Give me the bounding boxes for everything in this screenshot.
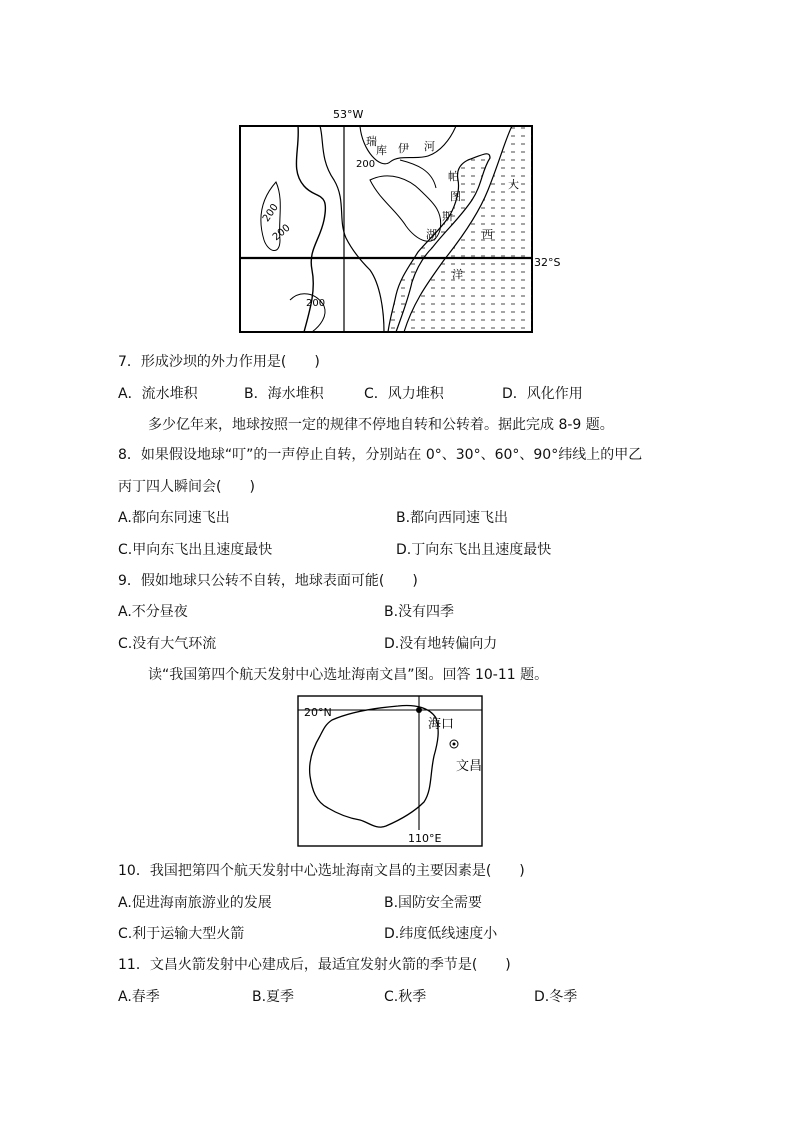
q10-option-b[interactable]: B.国防安全需要 [384,895,483,911]
haikou-label: 海口 [428,717,455,732]
longitude-label: 110°E [408,832,442,845]
q9-option-c[interactable]: C.没有大气环流 [118,636,217,652]
place-char: 西 [482,228,493,241]
longitude-label: 53°W [333,108,364,121]
q8-option-c[interactable]: C.甲向东飞出且速度最快 [118,542,273,558]
question-8-stem-line1: 8．如果假设地球“叮”的一声停止自转，分别站在 0°、30°、60°、90°纬线上的甲乙 [118,447,643,463]
place-char: 河 [424,140,435,153]
question-9-stem: 9．假如地球只公转不自转，地球表面可能( ) [118,573,418,589]
latitude-label: 20°N [304,706,332,719]
q9-option-a[interactable]: A.不分昼夜 [118,604,188,620]
q7-option-b[interactable]: B．海水堆积 [244,386,324,402]
lagoon-map [220,100,560,340]
intro-8-9: 多少亿年来，地球按照一定的规律不停地自转和公转着。据此完成 8-9 题。 [148,417,614,433]
place-char: 大 [508,178,519,191]
place-char: 帕 [448,170,459,183]
question-11-stem: 11．文昌火箭发射中心建成后，最适宜发射火箭的季节是( ) [118,957,511,973]
wenchang-label: 文昌 [456,759,483,774]
intro-10-11: 读“我国第四个航天发射中心选址海南文昌”图。回答 10-11 题。 [148,667,549,683]
place-char: 斯 [442,210,453,223]
q10-option-c[interactable]: C.利于运输大型火箭 [118,926,245,942]
q7-option-a[interactable]: A．流水堆积 [118,386,198,402]
q10-option-d[interactable]: D.纬度低线速度小 [384,926,498,942]
question-8-stem-line2: 丙丁四人瞬间会( ) [118,479,255,495]
q8-option-b[interactable]: B.都向西同速飞出 [396,510,509,526]
place-char: 洋 [452,268,463,281]
q11-option-c[interactable]: C.秋季 [384,989,427,1005]
place-char: 伊 [398,142,409,155]
place-char: 库 [376,144,387,157]
q10-option-a[interactable]: A.促进海南旅游业的发展 [118,895,272,911]
question-10-stem: 10．我国把第四个航天发射中心选址海南文昌的主要因素是( ) [118,863,525,879]
wenchang-marker-dot [453,743,456,746]
q11-option-d[interactable]: D.冬季 [534,989,578,1005]
q11-option-b[interactable]: B.夏季 [252,989,295,1005]
q7-option-d[interactable]: D．风化作用 [502,386,583,402]
place-char: 图 [450,190,461,203]
q9-option-b[interactable]: B.没有四季 [384,604,455,620]
question-7-stem: 7．形成沙坝的外力作用是( ) [118,354,320,370]
q7-option-c[interactable]: C．风力堆积 [364,386,444,402]
latitude-label: 32°S [534,256,560,269]
contour-label: 200 [270,222,293,244]
haikou-marker [416,707,422,713]
contour-label: 200 [260,202,281,225]
contour-label: 200 [356,159,376,170]
q8-option-d[interactable]: D.丁向东飞出且速度最快 [396,542,552,558]
q8-option-a[interactable]: A.都向东同速飞出 [118,510,230,526]
hainan-map [290,690,490,850]
contour-label: 200 [306,298,326,309]
place-char: 瑞 [366,135,377,148]
place-char: 湖 [426,228,437,241]
q11-option-a[interactable]: A.春季 [118,989,160,1005]
q9-option-d[interactable]: D.没有地转偏向力 [384,636,498,652]
